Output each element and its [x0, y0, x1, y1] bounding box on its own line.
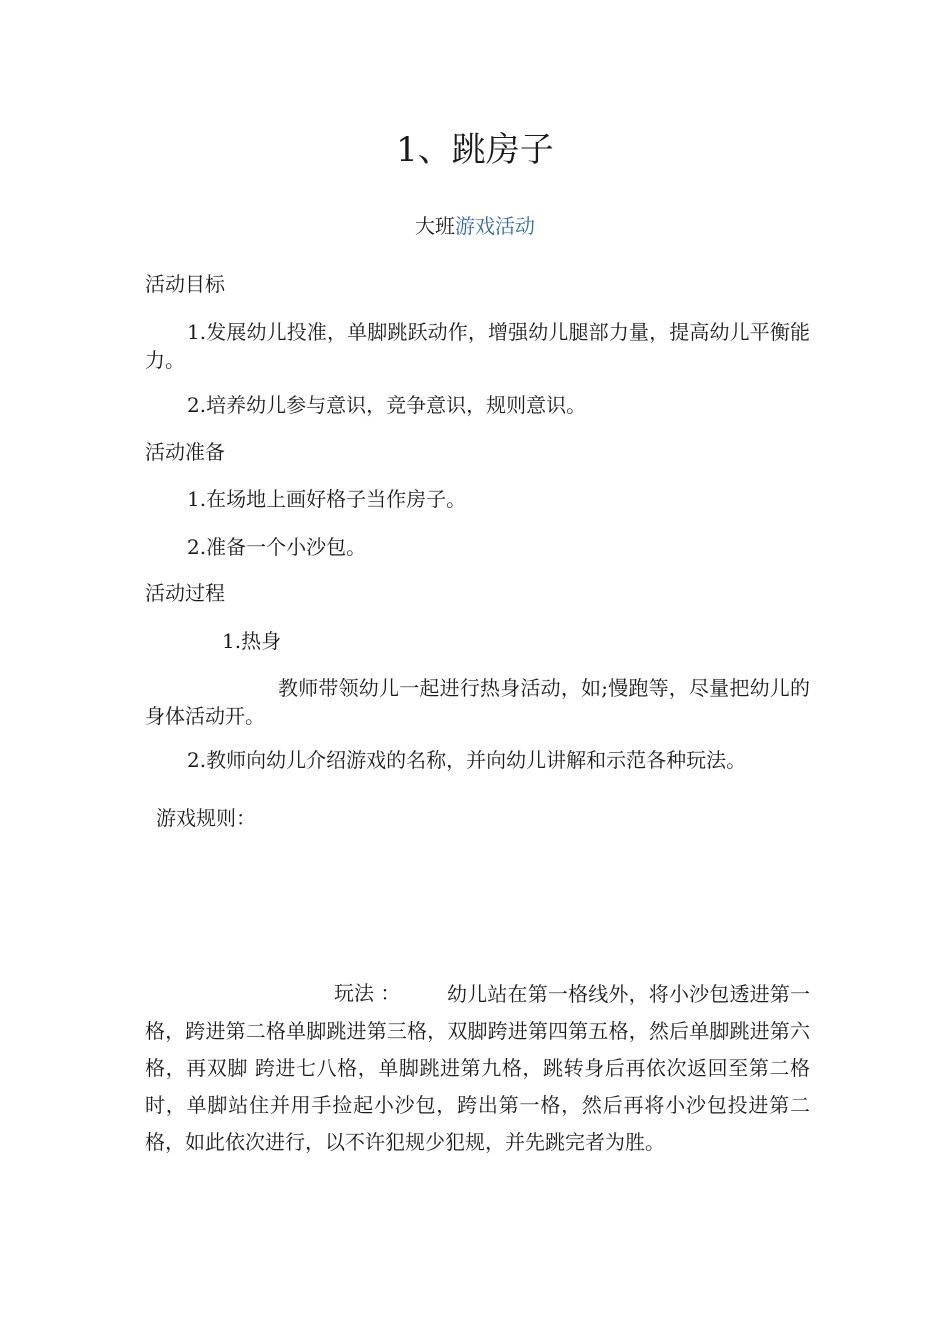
subtitle-accent: 游戏活动	[455, 214, 535, 238]
prep-item-2: 2.准备一个小沙包。	[187, 535, 367, 559]
process-heading: 活动过程	[145, 581, 225, 605]
goals-item-1: 1.发展幼儿投准，单脚跳跃动作，增强幼儿腿部力量，提高幼儿平衡能力。	[145, 320, 810, 372]
subtitle-prefix: 大班	[415, 214, 455, 238]
prep-item-1: 1.在场地上画好格子当作房子。	[187, 487, 467, 511]
process-step1-title: 1.热身	[222, 629, 282, 653]
rules-heading: 游戏规则：	[156, 806, 256, 830]
goals-item-2: 2.培养幼儿参与意识，竞争意识，规则意识。	[187, 393, 587, 417]
play-label: 玩法 ：	[334, 981, 401, 1005]
prep-heading: 活动准备	[145, 440, 225, 464]
play-text: 幼儿站在第一格线外，将小沙包透进第一格，跨进第二格单脚跳进第三格，双脚跨进第四第五格，然后单脚跳进第六格，再双脚 跨进七八格，单脚跳进第九格，跳转身后再依次返回至第二格时，单脚站住并用手捡起小沙包，跨出第一格，然后再将小沙包投进第二格，如此依次进行，以不许犯规少犯规，并先跳完者为胜。	[145, 982, 810, 1154]
goals-heading: 活动目标	[145, 272, 225, 296]
process-step1-text: 教师带领幼儿一起进行热身活动，如;慢跑等，尽量把幼儿的身体活动开。	[145, 676, 810, 728]
page-title: 1、跳房子	[396, 130, 554, 170]
process-step2: 2.教师向幼儿介绍游戏的名称，并向幼儿讲解和示范各种玩法。	[187, 748, 747, 772]
page-subtitle	[0, 210, 950, 242]
